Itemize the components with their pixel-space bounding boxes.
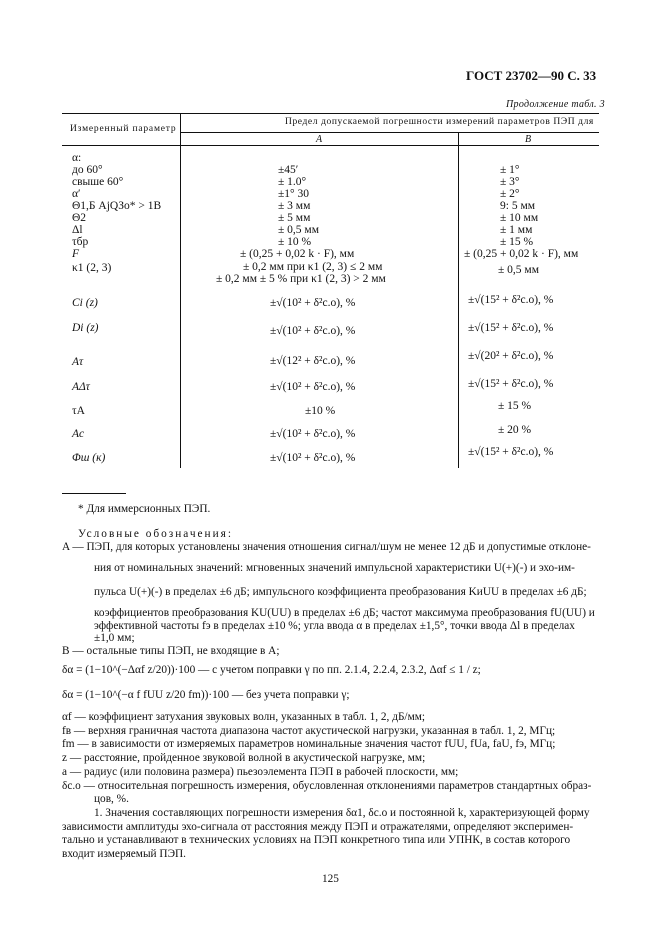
table-cell-b: ± 1° xyxy=(500,164,520,176)
column-header-param: Измеренный параметр xyxy=(70,124,177,134)
text-line: αf — коэффициент затухания звуковых волн, указанных в табл. 1, 2, дБ/мм; xyxy=(62,711,426,723)
text-line: fв — верхняя граничная частота диапазона частот акустической нагрузки, указанная в табл. 1, 2, МГц; xyxy=(62,725,556,737)
text-line: пульса U(+)(-) в пределах ±6 дБ; импульсного коэффициента преобразования KиUU в пределах ±6 дБ; xyxy=(94,586,587,598)
table-row-param: α: xyxy=(72,152,82,164)
text-line: коэффициентов преобразования KU(UU) в пределах ±6 дБ; частот максимума преобразования fU(UU) и xyxy=(94,607,595,619)
text-line: ния от номинальных значений: мгновенных значений импульсной характеристики U(+)(-) и эхо-им- xyxy=(94,562,575,574)
table-header-bottom-rule xyxy=(62,145,599,146)
table-row-param: α′ xyxy=(72,188,81,200)
text-line: ±1,0 мм; xyxy=(94,632,135,644)
continuation-label: Продолжение табл. 3 xyxy=(506,99,605,110)
table-cell-a: ±√(10² + δ²с.о), % xyxy=(270,381,356,393)
table-row-param: κ1 (2, 3) xyxy=(72,262,112,274)
table-cell-b: ±√(15² + δ²с.о), % xyxy=(468,322,554,334)
text-line: эффективной частоты fэ в пределах ±10 %; угла ввода α в пределах ±1,5°, точки ввода Δl в пределах xyxy=(94,620,575,632)
text-line: δс.о — относительная погрешность измерения, обусловленная отклонениями параметров стандартных образ- xyxy=(62,780,592,792)
table-row-param: до 60° xyxy=(72,164,103,176)
text-line: B — остальные типы ПЭП, не входящие в A; xyxy=(62,645,280,657)
table-cell-a: ±45′ xyxy=(278,164,299,176)
text-line: fm — в зависимости от измеряемых параметров номинальные значения частот fUU, fUа, fаU, fэ, МГц; xyxy=(62,738,556,750)
table-col-divider-2 xyxy=(458,132,459,468)
page-number: 125 xyxy=(322,873,339,885)
table-row-param: свыше 60° xyxy=(72,176,124,188)
table-cell-b: ± 0,5 мм xyxy=(498,264,539,276)
table-cell-b: ± 3° xyxy=(500,176,520,188)
table-cell-a: ±√(12² + δ²с.о), % xyxy=(270,355,356,367)
table-cell-b: ± 10 мм xyxy=(500,212,539,224)
formula-line: δα = (1−10^(−α f fUU z/20 fm))·100 — без учета поправки γ; xyxy=(62,689,350,701)
table-cell-b: ± 15 % xyxy=(498,400,532,412)
table-row-param: Di (z) xyxy=(72,322,99,334)
text-line: z — расстояние, пройденное звуковой волной в акустической нагрузке, мм; xyxy=(62,752,426,764)
table-cell-b: ± (0,25 + 0,02 k · F), мм xyxy=(464,248,579,260)
formula-line: δα = (1−10^(−Δαf z/20))·100 — с учетом поправки γ по пп. 2.1.4, 2.2.4, 2.3.2, Δαf ≤ 1 / z; xyxy=(62,664,481,676)
table-cell-b: ±√(15² + δ²с.о), % xyxy=(468,294,554,306)
table-cell-a: ± (0,25 + 0,02 k · F), мм xyxy=(240,248,355,260)
table-cell-b: ± 2° xyxy=(500,188,520,200)
legend-title: Условные обозначения: xyxy=(78,528,233,540)
table-subheader-rule xyxy=(180,132,599,133)
column-header-a: А xyxy=(316,134,323,145)
text-line: тально и устанавливают в технических условиях на ПЭП конкретного типа или УПНК, в состав которого xyxy=(62,834,571,846)
table-cell-a: ±1° 30 xyxy=(278,188,310,200)
footnote: * Для иммерсионных ПЭП. xyxy=(78,503,211,515)
table-cell-b: ±√(15² + δ²с.о), % xyxy=(468,446,554,458)
table-row-param: τA xyxy=(72,405,85,417)
table-cell-a: ± 1.0° xyxy=(278,176,307,188)
table-cell-a: ±√(10² + δ²с.о), % xyxy=(270,452,356,464)
table-cell-a: ± 3 мм xyxy=(278,200,311,212)
table-cell-a2: ± 0,2 мм ± 5 % при κ1 (2, 3) > 2 мм xyxy=(216,273,386,285)
table-cell-a: ±√(10² + δ²с.о), % xyxy=(270,428,356,440)
table-cell-b: ±√(15² + δ²с.о), % xyxy=(468,378,554,390)
table-cell-a: ±10 % xyxy=(305,405,336,417)
table-cell-a: ±√(10² + δ²с.о), % xyxy=(270,325,356,337)
column-header-limit: Предел допускаемой погрешности измерений параметров ПЭП для xyxy=(285,117,594,127)
page-header-title: ГОСТ 23702—90 С. 33 xyxy=(466,68,597,83)
table-cell-b: 9: 5 мм xyxy=(500,200,535,212)
footnote-rule xyxy=(62,493,126,494)
table-col-divider-1 xyxy=(180,113,181,468)
text-line: входит измеряемый ПЭП. xyxy=(62,848,187,860)
table-row-param: Aτ xyxy=(72,356,84,368)
table-cell-b: ±√(20² + δ²с.о), % xyxy=(468,350,554,362)
table-row-param: Δl xyxy=(72,224,83,236)
table-row-param: Θ1,Б AjQЗо* > 1В xyxy=(72,200,162,212)
text-line: 1. Значения составляющих погрешности измерения δα1, δс.о и постоянной k, характеризующей форму xyxy=(94,807,590,819)
text-line: зависимости амплитуды эхо-сигнала от расстояния между ПЭП и отражателями, определяют эксперимен- xyxy=(62,821,574,833)
table-cell-a: ± 0,5 мм xyxy=(278,224,319,236)
table-row-param: τбр xyxy=(72,236,89,248)
table-row-param: F xyxy=(72,248,80,260)
table-cell-b: ± 20 % xyxy=(498,424,532,436)
table-row-param: Ci (z) xyxy=(72,297,98,309)
table-row-param: AΔτ xyxy=(72,381,90,393)
table-cell-a: ± 0,2 мм при κ1 (2, 3) ≤ 2 мм xyxy=(243,261,383,273)
table-row-param: Ac xyxy=(72,428,85,440)
table-row-param: Φш (к) xyxy=(72,452,106,464)
table-top-rule xyxy=(62,113,599,114)
table-cell-a: ± 10 % xyxy=(278,236,312,248)
text-line: цов, %. xyxy=(94,793,129,805)
column-header-b: В xyxy=(525,134,532,145)
table-cell-b: ± 15 % xyxy=(500,236,534,248)
table-cell-a: ±√(10² + δ²с.о), % xyxy=(270,297,356,309)
table-cell-a: ± 5 мм xyxy=(278,212,311,224)
table-row-param: Θ2 xyxy=(72,212,87,224)
text-line: A — ПЭП, для которых установлены значения отношения сигнал/шум не менее 12 дБ и допустимые отклоне- xyxy=(62,541,591,553)
text-line: a — радиус (или половина размера) пьезоэлемента ПЭП в рабочей плоскости, мм; xyxy=(62,766,459,778)
table-cell-b: ± 1 мм xyxy=(500,224,533,236)
